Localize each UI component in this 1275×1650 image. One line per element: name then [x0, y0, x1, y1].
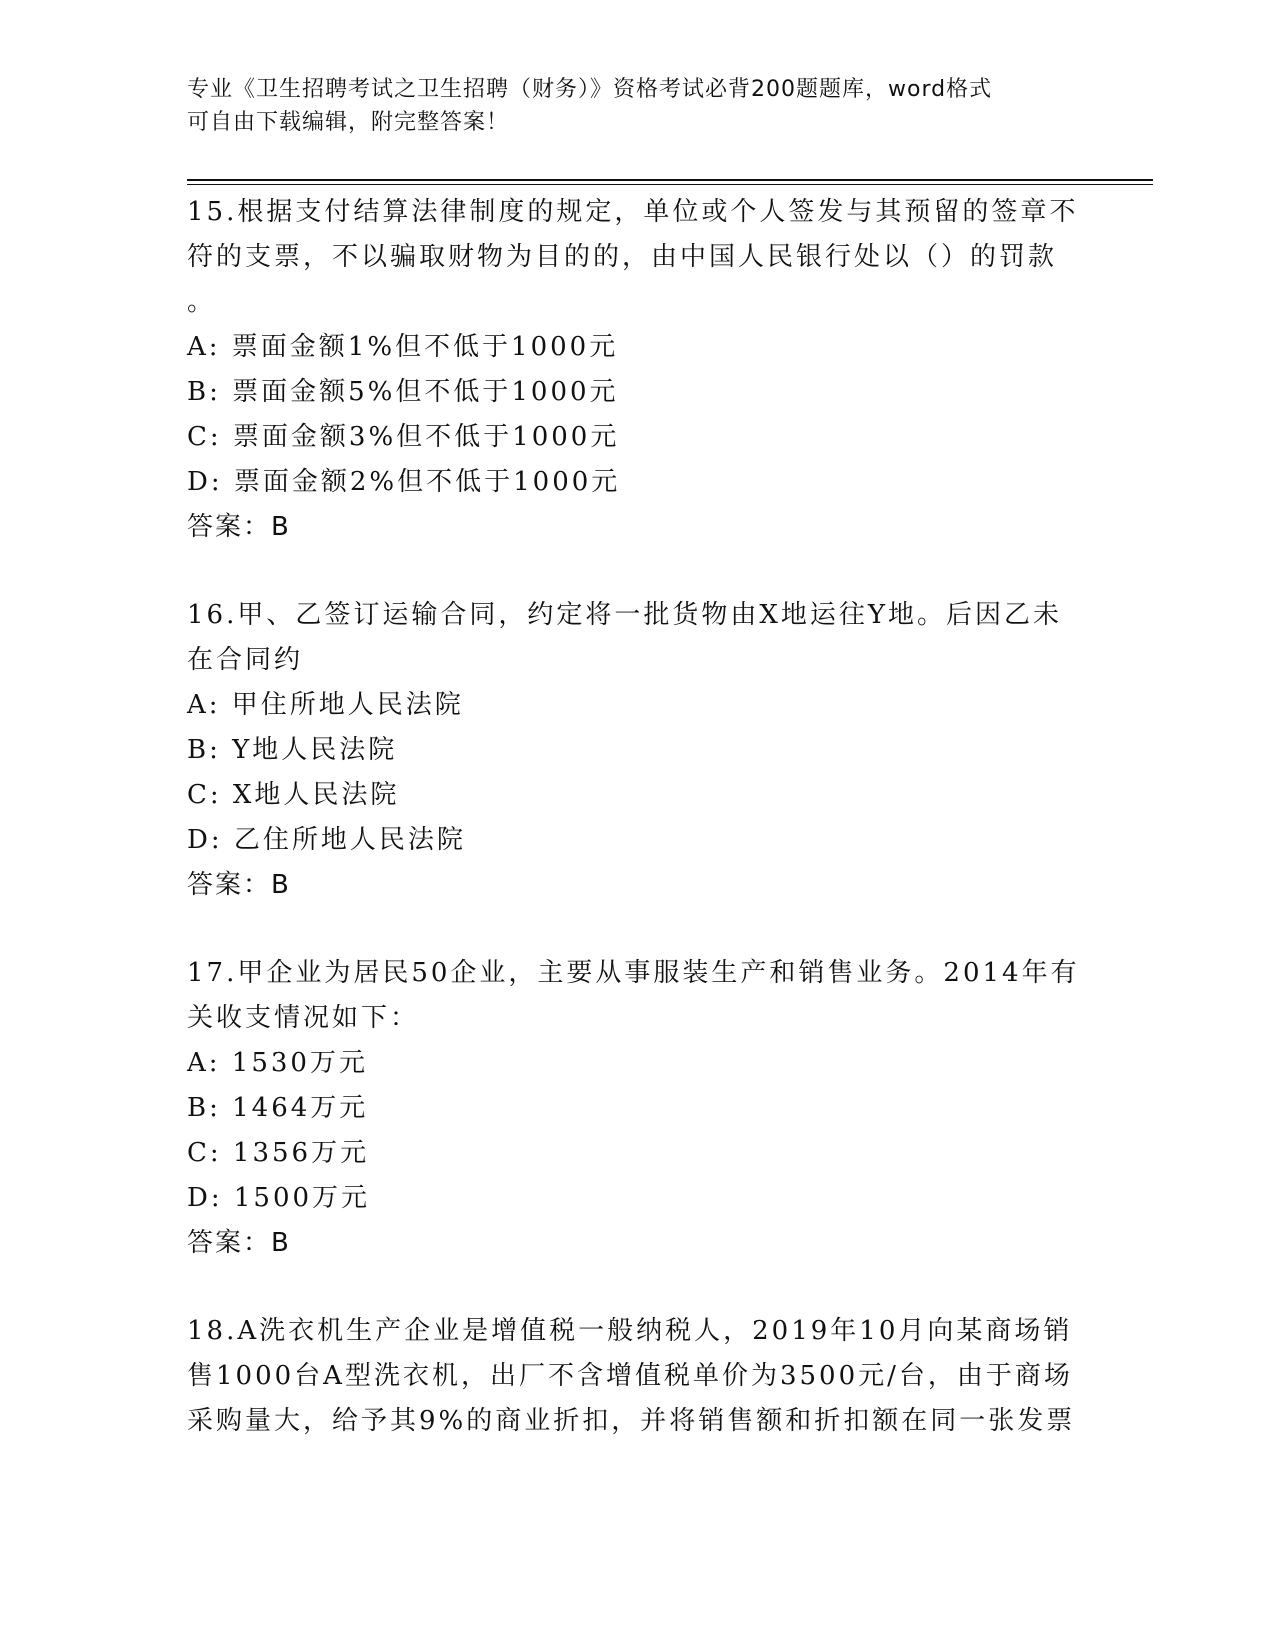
option-b: B: 1464万元 — [187, 1093, 369, 1123]
option-a: A: 1530万元 — [187, 1048, 368, 1078]
question-17 — [187, 951, 1087, 1266]
stem-line: 18.A洗衣机生产企业是增值税一般纳税人，2019年10月向某商场销 — [187, 1316, 1073, 1346]
question-stem — [187, 1309, 1087, 1444]
answer-line: 答案：B — [187, 1228, 291, 1258]
option-c: C: 票面金额3%但不低于1000元 — [187, 422, 620, 452]
stem-line: 采购量大，给予其9%的商业折扣，并将销售额和折扣额在同一张发票 — [187, 1406, 1076, 1436]
question-stem — [187, 951, 1087, 1041]
question-spacer — [187, 1266, 1087, 1309]
question-15 — [187, 190, 1087, 550]
question-stem — [187, 593, 1087, 683]
stem-line: 17.甲企业为居民50企业，主要从事服装生产和销售业务。2014年有 — [187, 958, 1080, 988]
stem-line: 15.根据支付结算法律制度的规定，单位或个人签发与其预留的签章不 — [187, 197, 1079, 227]
option-d: D: 1500万元 — [187, 1183, 371, 1213]
option-b: B: 票面金额5%但不低于1000元 — [187, 377, 619, 407]
stem-line: 售1000台A型洗衣机，出厂不含增值税单价为3500元/台，由于商场 — [187, 1361, 1073, 1391]
stem-line: 。 — [187, 287, 217, 317]
option-d: D: 票面金额2%但不低于1000元 — [187, 467, 621, 497]
answer-line: 答案：B — [187, 512, 291, 542]
header-line-2: 可自由下载编辑，附完整答案！ — [187, 110, 510, 135]
option-a: A: 甲住所地人民法院 — [187, 690, 464, 720]
option-d: D: 乙住所地人民法院 — [187, 825, 466, 855]
option-c: C: 1356万元 — [187, 1138, 370, 1168]
question-16 — [187, 593, 1087, 908]
option-c: C: X地人民法院 — [187, 780, 400, 810]
stem-line: 在合同约 — [187, 645, 304, 675]
header-divider-thick — [187, 179, 1153, 181]
option-a: A: 票面金额1%但不低于1000元 — [187, 332, 619, 362]
question-list — [187, 190, 1087, 1444]
header-line-1: 专业《卫生招聘考试之卫生招聘（财务）》资格考试必背200题题库，word格式 — [187, 77, 993, 102]
question-spacer — [187, 908, 1087, 951]
stem-line: 16.甲、乙签订运输合同，约定将一批货物由X地运往Y地。后因乙未 — [187, 600, 1063, 630]
question-18 — [187, 1309, 1087, 1444]
answer-line: 答案：B — [187, 870, 291, 900]
option-b: B: Y地人民法院 — [187, 735, 398, 765]
question-spacer — [187, 550, 1087, 593]
stem-line: 符的支票，不以骗取财物为目的的，由中国人民银行处以（）的罚款 — [187, 242, 1058, 272]
stem-line: 关收支情况如下： — [187, 1003, 420, 1033]
document-header — [187, 73, 1067, 139]
question-stem — [187, 190, 1087, 325]
header-divider-thin — [187, 184, 1153, 185]
